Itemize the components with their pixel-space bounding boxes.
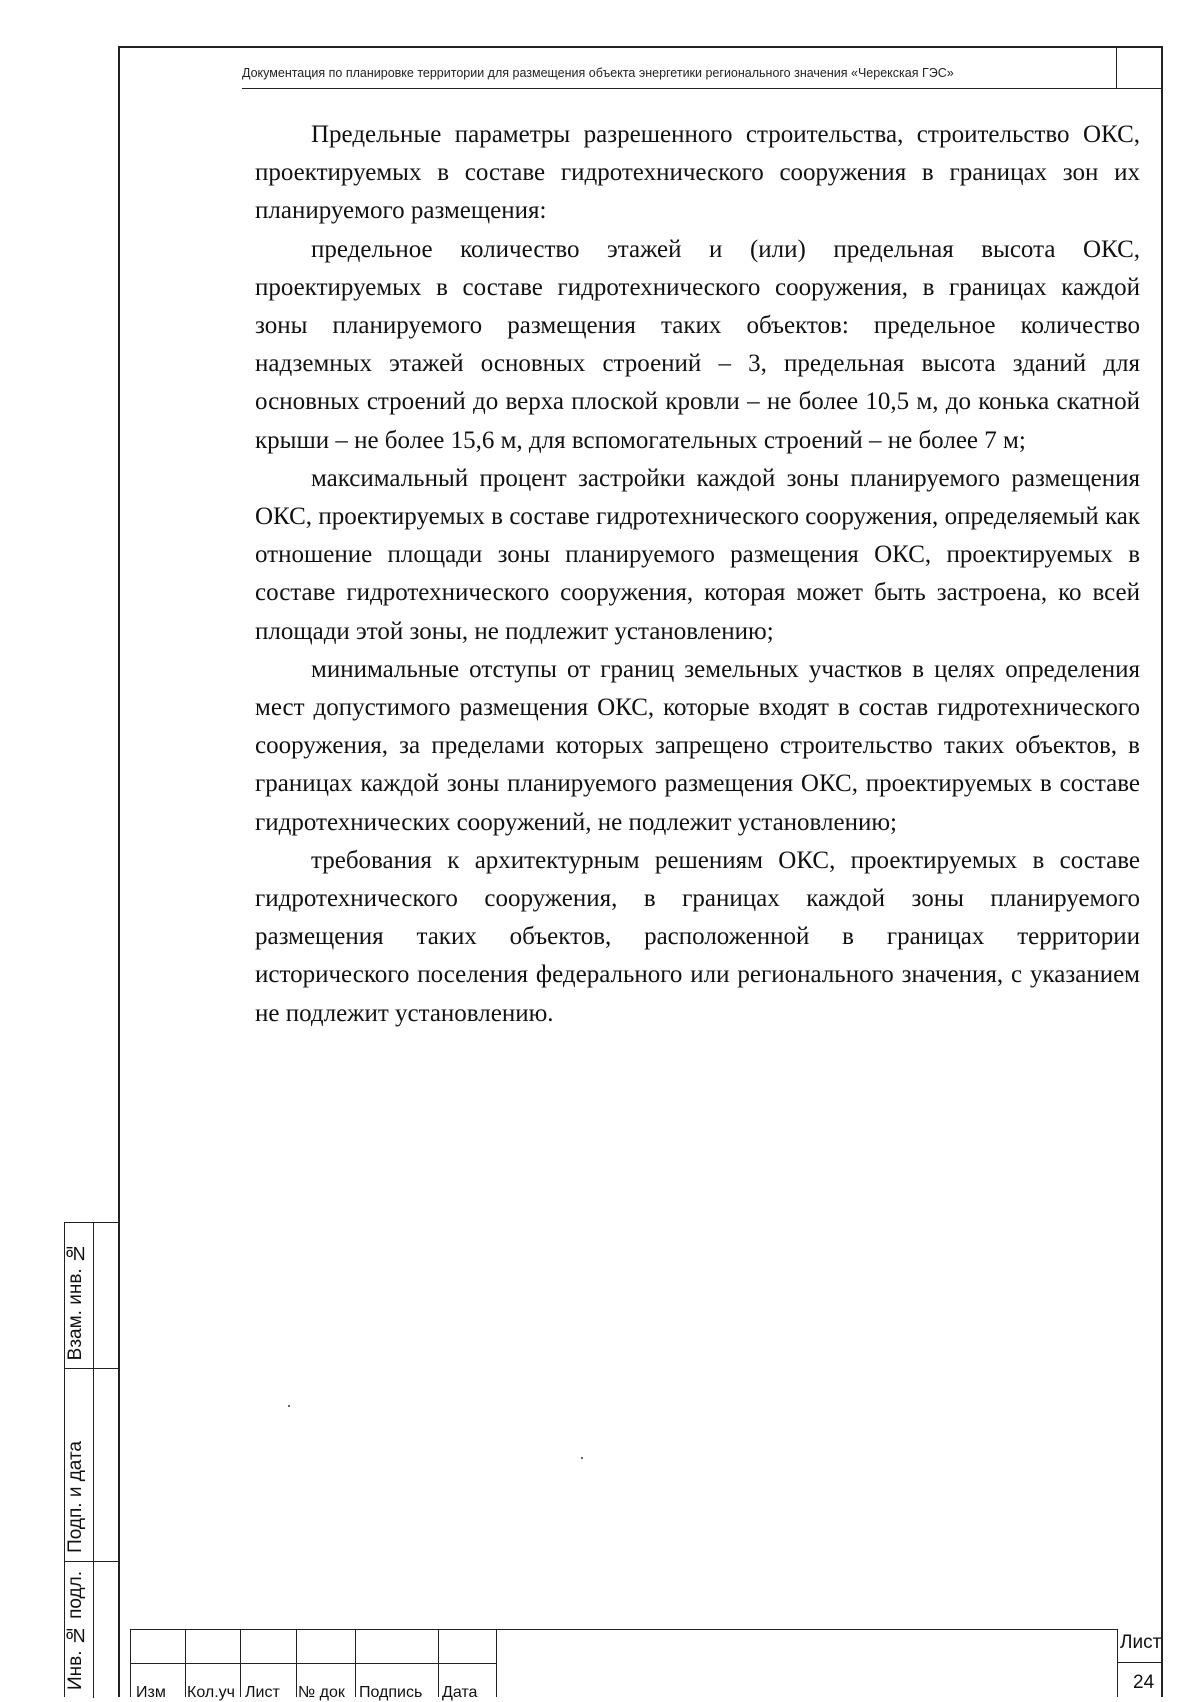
title-block-col-line [130,1629,131,1697]
title-block-col-signature: Подпись [359,1684,423,1701]
side-label-replace-inv: Взам. инв. № [65,1241,86,1360]
side-cell-inv-original [65,1562,119,1698]
title-block-col-line [240,1629,241,1697]
title-block-col-date: Дата [442,1684,478,1701]
document-header-title: Документация по планировке территории для размещения объекта энергетики регионального значения «Черекская ГЭС» [242,66,954,80]
title-block-col-izm: Изм [136,1684,166,1701]
side-cell-replace-inv [65,1223,119,1369]
title-block-col-line [185,1629,186,1697]
title-block-col-line [496,1629,497,1697]
side-stamp [64,1222,118,1697]
title-block-col-doc-no: № док [298,1684,345,1701]
paragraph-floors-height: предельное количество этажей и (или) предельная высота ОКС, проектируемых в составе гидротехнического сооружения, в границах каждой зоны планируемого размещения таких объектов: предельное количество надземных этажей основных строений – 3, предельная высота зданий для основных строений до верха плоской кровли – не более 10,5 м, до конька скатной крыши – не более 15,6 м, для вспомогательных строений – не более 7 м; [255,235,1140,454]
title-block-top-line [130,1629,1117,1630]
paragraph-architecture-requirements: требования к архитектурным решениям ОКС, проектируемых в составе гидротехнического сооружения, в границах каждой зоны планируемого размещения таких объектов, расположенной в границах территории исторического поселения федерального или регионального значения, с указанием не подлежит установлению. [255,846,1140,1027]
title-block-col-line [296,1629,297,1697]
sheet-number: 24 [1133,1672,1155,1693]
paragraph-intro: Предельные параметры разрешенного строительства, строительство ОКС, проектируемых в составе гидротехнического сооружения в границах зон их планируемого размещения: [255,121,1140,225]
title-block-col-kol-uch: Кол.уч [187,1684,235,1701]
header-corner-box [1116,46,1163,89]
side-cell-sign-date [65,1369,119,1562]
sheet-number-divider [1117,1662,1163,1663]
header-underline [242,88,1116,89]
scan-speck [288,1405,290,1407]
side-label-sign-date: Подп. и дата [65,1441,86,1553]
document-body [255,116,1140,1033]
sheet-label: Лист [1120,1632,1162,1653]
paragraph-building-percent: максимальный процент застройки каждой зоны планируемого размещения ОКС, проектируемых в составе гидротехнического сооружения, определяемый как отношение площади зоны планируемого размещения ОКС, проектируемых в составе гидротехнического сооружения, которая может быть застроена, ко всей площади этой зоны, не подлежит установлению; [255,464,1140,645]
title-block-col-list: Лист [245,1684,280,1701]
title-block-col-line [438,1629,439,1697]
paragraph-min-setbacks: минимальные отступы от границ земельных участков в целях определения мест допустимого размещения ОКС, которые входят в состав гидротехнического сооружения, за пределами которых запрещено строительство таких объектов, в границах каждой зоны планируемого размещения ОКС, проектируемых в составе гидротехнических сооружений, не подлежит установлению; [255,655,1140,836]
side-label-inv-original: Инв. № подл. [65,1571,86,1690]
scan-speck [581,1457,583,1459]
title-block-col-line [355,1629,356,1697]
